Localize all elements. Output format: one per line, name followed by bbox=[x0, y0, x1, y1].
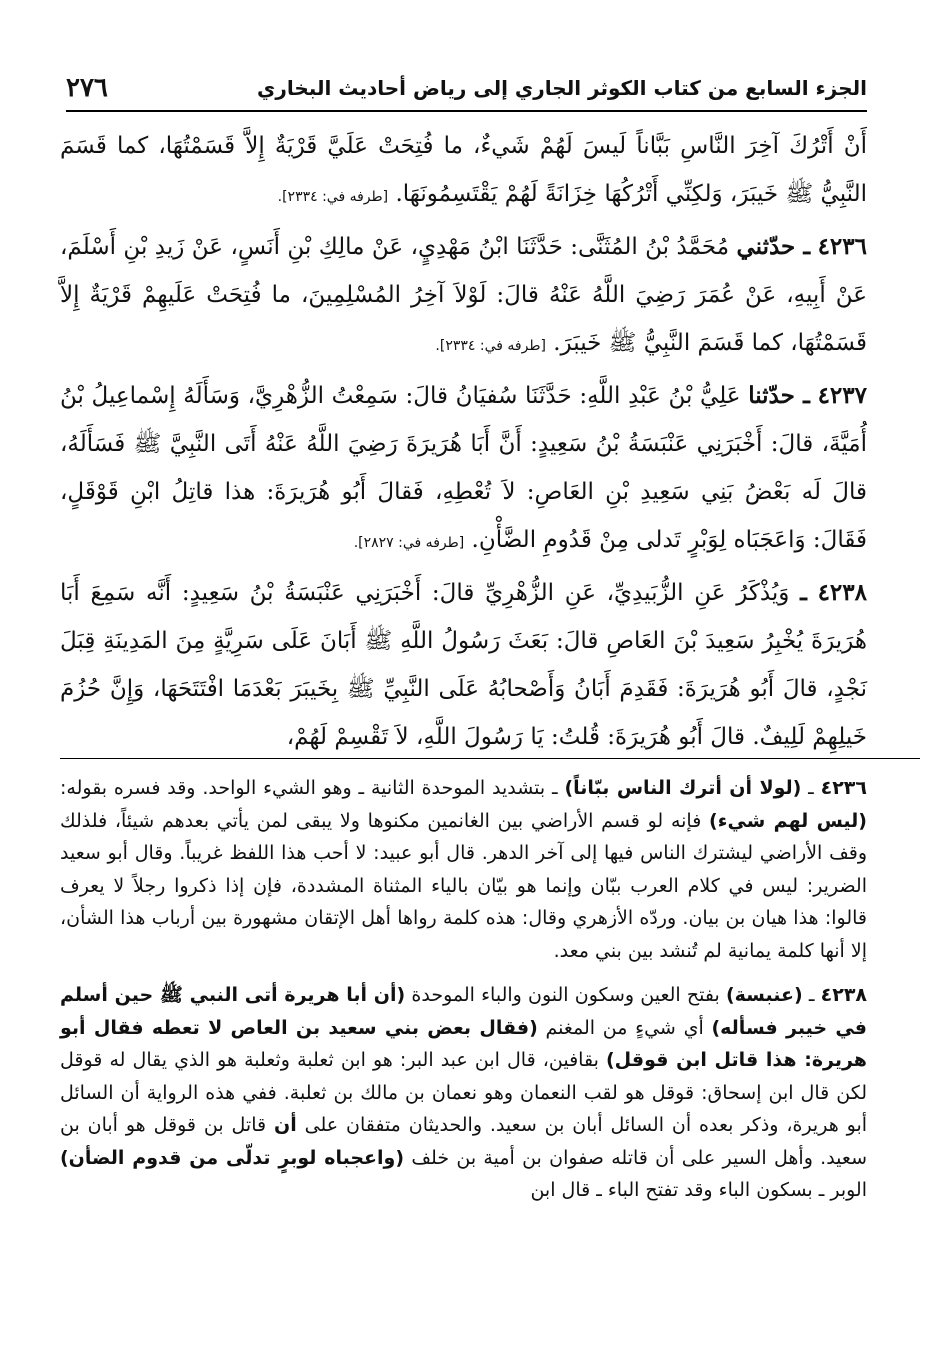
dash: ـ bbox=[808, 984, 815, 1006]
hadith-section bbox=[60, 122, 867, 763]
page-header bbox=[66, 66, 867, 112]
commentary-number: ٤٢٣٨ bbox=[820, 984, 868, 1006]
cross-reference: [طرفه في: ٢٣٣٤]. bbox=[435, 338, 546, 354]
commentary-section bbox=[60, 772, 867, 1219]
commentary-text: بفتح العين وسكون النون والباء الموحدة bbox=[411, 984, 720, 1006]
narration-lead: ـ حدّثني bbox=[736, 233, 811, 260]
commentary-number: ٤٢٣٦ bbox=[820, 777, 867, 799]
running-title: الجزء السابع من كتاب الكوثر الجاري إلى رياض أحاديث البخاري bbox=[257, 76, 867, 100]
commentary-paragraph bbox=[60, 979, 867, 1207]
narration-lead: ـ bbox=[800, 579, 807, 606]
commentary-text: أي شيءٍ من المغنم bbox=[545, 1016, 704, 1039]
commentary-text: بقافين، قال ابن عبد البر: هو ابن ثعلبة وثعلبة هو الذي يقال له قوقل لكن قال ابن إسحاق: قوقل هو لقب النعمان وهو نعمان بن مالك بن ثعلبة. ففي هذه الرواية أن السائل أبو هريرة، وذكر بعده أن السائل أبان بن سعيد. والحديثان متفقان على bbox=[60, 1049, 868, 1136]
quoted-phrase: (أن أبا هريرة أتى النبي ﷺ حين أسلم في خيبر فسأله) bbox=[60, 984, 867, 1039]
hadith-text: مُحَمَّدُ بْنُ المُثَنَّى: حَدَّثَنَا ابْنُ مَهْدِيٍ، عَنْ مالِكِ بْنِ أَنَسٍ، عَنْ زَيدِ بْنِ أَسْلَمَ، عَنْ أَبِيهِ، عَنْ عُمَرَ رَضِيَ اللَّهُ عَنْهُ قالَ: لَوْلاَ آخِرُ المُسْلِمِينَ، ما فُتِحَتْ عَلَيهِمْ قَرْيَةٌ إِلاَّ قَسَمْتُهَا، كما قَسَمَ النَّبِيُّ ﷺ خَيبَرَ. bbox=[60, 234, 867, 356]
hadith-paragraph bbox=[60, 223, 867, 370]
quoted-phrase: (عنبسة) bbox=[725, 984, 803, 1006]
narration-lead: ـ حدّثنا bbox=[748, 382, 810, 409]
hadith-number: ٤٢٣٦ bbox=[817, 233, 867, 260]
commentary-text: قاتل بن قوقل هو أبان بن سعيد. وأهل السير على أن قاتله صفوان بن أمية بن خلف bbox=[60, 1114, 867, 1169]
commentary-text: الوبر ـ بسكون الباء وقد تفتح الباء ـ قال ابن bbox=[530, 1179, 867, 1201]
hadith-number: ٤٢٣٨ bbox=[817, 579, 867, 606]
hadith-paragraph bbox=[60, 372, 867, 567]
commentary-text: ـ بتشديد الموحدة الثانية ـ وهو الشيء الواحد. وقد فسره بقوله: bbox=[60, 777, 558, 799]
hadith-text: عَلِيُّ بْنُ عَبْدِ اللَّهِ: حَدَّثَنَا سُفيَانُ قالَ: سَمِعْتُ الزُّهْرِيَّ، وَسَأَلَهُ إِسْماعِيلُ بْنُ أُمَيَّةَ، قالَ: أَخْبَرَنِي عَنْبَسَةُ بْنُ سَعِيدٍ: أَنَّ أَبَا هُرَيرَةَ رَضِيَ اللَّهُ عَنْهُ أَتَى النَّبِيَّ ﷺ فَسَأَلَهُ، قالَ لَه بَعْضُ بَنِي سَعِيدِ بْنِ العَاصِ: لاَ تُعْطِهِ، فَقالَ أَبُو هُرَيرَةَ: هذا قاتِلُ ابْنِ قَوْقَلٍ، فَقَالَ: وَاعَجَبَاه لِوَبْرٍ تَدلى مِنْ قَدُومِ الضَّأْنِ. bbox=[60, 383, 867, 553]
emphasized-word: أن bbox=[273, 1114, 297, 1136]
hadith-paragraph bbox=[60, 122, 867, 221]
hadith-text: أَنْ أَتْرُكَ آخِرَ النَّاسِ بَبَّاناً لَيسَ لَهُمْ شَيءٌ، ما فُتِحَتْ عَلَيَّ قَرْيَةٌ إِلاَّ قَسَمْتُهَا، كما قَسَمَ النَّبِيُّ ﷺ خَيبَرَ، وَلكِنِّي أَتْرُكُهَا خِزَانَةً لَهُمْ يَقْتَسِمُونَهَا. bbox=[60, 133, 867, 207]
hadith-paragraph bbox=[60, 569, 867, 761]
cross-reference: [طرفه في: ٢٣٣٤]. bbox=[277, 189, 389, 205]
page-number: ٢٧٦ bbox=[66, 73, 108, 103]
dash: ـ bbox=[808, 777, 814, 799]
cross-reference: [طرفه في: ٢٨٢٧]. bbox=[353, 535, 465, 551]
footnote-separator bbox=[60, 758, 920, 759]
quoted-phrase: (واعجباه لوبرٍ تدلّى من قدوم الضأن) bbox=[60, 1146, 405, 1169]
quoted-phrase: (فقال بعض بني سعيد بن العاص لا تعطه فقال أبو هريرة: هذا قاتل ابن قوقل) bbox=[60, 1016, 867, 1071]
quoted-phrase: (ليس لهم شيء) bbox=[709, 809, 867, 832]
commentary-paragraph bbox=[60, 772, 867, 967]
hadith-number: ٤٢٣٧ bbox=[817, 382, 867, 409]
hadith-text: وَيُذْكَرُ عَنِ الزُّبَيدِيِّ، عَنِ الزُّهْرِيِّ قالَ: أَخْبَرَنِي عَنْبَسَةُ بْنُ سَعِيدٍ: أَنَّه سَمِعَ أَبَا هُرَيرَةَ يُخْبِرُ سَعِيدَ بْنَ العَاصِ قالَ: بَعَثَ رَسُولُ اللَّهِ ﷺ أَبَانَ عَلَى سَرِيَّةٍ مِنَ المَدِينَةِ قِبَلَ نَجْدٍ، قالَ أَبُو هُرَيرَةَ: فَقَدِمَ أَبَانُ وَأَصْحابُهُ عَلَى النَّبِيِّ ﷺ بِخَيبَرَ بَعْدَمَا افْتَتَحَهَا، وَإِنَّ حُزُمَ خَيلِهِمْ لَلِيفٌ. قالَ أَبُو هُرَيرَةَ: قُلتُ: يَا رَسُولَ اللَّهِ، لاَ تَقْسِمْ لَهُمْ، bbox=[60, 580, 867, 750]
quoted-phrase: (لولا أن أترك الناس ببّاناً) bbox=[564, 777, 802, 799]
commentary-text: فإنه لو قسم الأراضي بين الغانمين مكنوها ولا يبقى لمن يأتي بعدهم شيئاً، فلذلك وقف الأراضي ليشترك الناس فيها إلى آخر الدهر. قال أبو عبيد: لا أحب هذا اللفظ غريباً. وقال أبو سعيد الضرير: ليس في كلام العرب ببّان وإنما هو بيّان بالياء المثناة المشددة، فإن إذا ذكروا رجلاً لا يعرف قالوا: هذا هيان بن بيان. وردّه الأزهري وقال: هذه كلمة رواها أهل الإتقان مشهورة بين أرباب هذا الشأن، إلا أنها كلمة يمانية لم تُنشد بين بني معد. bbox=[60, 809, 867, 962]
